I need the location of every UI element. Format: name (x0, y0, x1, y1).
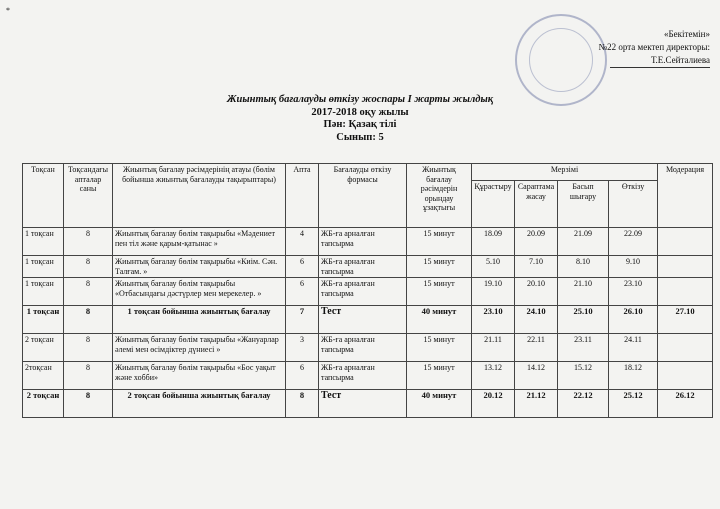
cell-duration: 15 минут (407, 278, 472, 306)
table-row-summary (23, 390, 713, 418)
corner-mark: * (6, 6, 10, 15)
cell-quarter: 2 тоқсан (23, 390, 64, 418)
cell-conduct: 25.12 (609, 390, 658, 418)
cell-conduct: 23.10 (609, 278, 658, 306)
academic-year: 2017-2018 оқу жылы (311, 106, 409, 118)
cell-conduct: 22.09 (609, 228, 658, 256)
table-row-summary (23, 306, 713, 334)
cell-week: 6 (286, 256, 319, 278)
cell-compile: 20.12 (472, 390, 515, 418)
cell-duration: 15 минут (407, 256, 472, 278)
cell-quarter: 2 тоқсан (23, 334, 64, 362)
cell-duration: 15 минут (407, 362, 472, 390)
table-row (23, 228, 713, 256)
table-row (23, 278, 713, 306)
cell-quarter: 1 тоқсан (23, 278, 64, 306)
cell-moderation (658, 256, 713, 278)
header-expert: Сараптама жасау (515, 181, 558, 228)
cell-moderation (658, 362, 713, 390)
cell-name: 1 тоқсан бойынша жиынтық бағалау (113, 306, 286, 334)
cell-name: 2 тоқсан бойынша жиынтық бағалау (113, 390, 286, 418)
header-moderation: Модерация (658, 164, 713, 228)
table-row (23, 256, 713, 278)
header-conduct: Өткізу (609, 181, 658, 228)
cell-name: Жиынтық бағалау бөлім тақырыбы «Киім. Сән. Талғам. » (113, 256, 286, 278)
cell-conduct: 18.12 (609, 362, 658, 390)
cell-expert: 24.10 (515, 306, 558, 334)
cell-form: ЖБ-ға арналған тапсырма (319, 278, 407, 306)
approval-line1: «Бекітемін» (664, 29, 710, 39)
cell-quarter: 1 тоқсан (23, 256, 64, 278)
cell-moderation: 27.10 (658, 306, 713, 334)
cell-form: ЖБ-ға арналған тапсырма (319, 334, 407, 362)
cell-week: 3 (286, 334, 319, 362)
cell-quarter: 1 тоқсан (23, 228, 64, 256)
header-dates: Мерзімі (472, 164, 658, 181)
cell-week: 4 (286, 228, 319, 256)
cell-conduct: 9.10 (609, 256, 658, 278)
cell-print: 22.12 (558, 390, 609, 418)
cell-form: ЖБ-ға арналған тапсырма (319, 256, 407, 278)
cell-moderation: 26.12 (658, 390, 713, 418)
cell-weeks: 8 (64, 362, 113, 390)
cell-weeks: 8 (64, 228, 113, 256)
cell-expert: 14.12 (515, 362, 558, 390)
cell-week: 6 (286, 278, 319, 306)
cell-compile: 21.11 (472, 334, 515, 362)
cell-compile: 13.12 (472, 362, 515, 390)
cell-weeks: 8 (64, 278, 113, 306)
cell-form: ЖБ-ға арналған тапсырма (319, 228, 407, 256)
cell-name: Жиынтық бағалау бөлім тақырыбы «Отбасындағы дәстүрлер мен мерекелер. » (113, 278, 286, 306)
cell-form: Тест (319, 390, 407, 418)
cell-weeks: 8 (64, 306, 113, 334)
cell-print: 21.09 (558, 228, 609, 256)
cell-expert: 21.12 (515, 390, 558, 418)
cell-compile: 19.10 (472, 278, 515, 306)
cell-print: 8.10 (558, 256, 609, 278)
cell-name: Жиынтық бағалау бөлім тақырыбы «Бос уақыт және хобби» (113, 362, 286, 390)
cell-duration: 15 минут (407, 334, 472, 362)
table-row (23, 334, 713, 362)
header-compile: Құрастыру (472, 181, 515, 228)
header-quarter: Тоқсан (23, 164, 64, 228)
cell-name: Жиынтық бағалау бөлім тақырыбы «Мәдениет пен тіл және қарым-қатынас » (113, 228, 286, 256)
cell-compile: 23.10 (472, 306, 515, 334)
cell-print: 23.11 (558, 334, 609, 362)
cell-duration: 40 минут (407, 390, 472, 418)
cell-print: 21.10 (558, 278, 609, 306)
cell-moderation (658, 228, 713, 256)
cell-moderation (658, 278, 713, 306)
header-weeks-count: Тоқсандағы апталар саны (64, 164, 113, 228)
cell-moderation (658, 334, 713, 362)
subject-line: Пән: Қазақ тілі (323, 119, 397, 130)
cell-form: Тест (319, 306, 407, 334)
document-heading (150, 94, 570, 144)
cell-quarter: 1 тоқсан (23, 306, 64, 334)
cell-weeks: 8 (64, 256, 113, 278)
cell-name: Жиынтық бағалау бөлім тақырыбы «Жануарлар әлемі мен өсімдіктер дүниесі » (113, 334, 286, 362)
assessment-plan-table (22, 163, 713, 418)
cell-print: 25.10 (558, 306, 609, 334)
cell-quarter: 2тоқсан (23, 362, 64, 390)
cell-conduct: 24.11 (609, 334, 658, 362)
cell-expert: 7.10 (515, 256, 558, 278)
cell-duration: 15 минут (407, 228, 472, 256)
cell-compile: 18.09 (472, 228, 515, 256)
cell-compile: 5.10 (472, 256, 515, 278)
cell-conduct: 26.10 (609, 306, 658, 334)
cell-expert: 22.11 (515, 334, 558, 362)
cell-week: 7 (286, 306, 319, 334)
header-duration: Жиынтық бағалау рәсімдерін орындау ұзақтығы (407, 164, 472, 228)
cell-form: ЖБ-ға арналған тапсырма (319, 362, 407, 390)
table-row (23, 362, 713, 390)
cell-week: 8 (286, 390, 319, 418)
cell-weeks: 8 (64, 390, 113, 418)
cell-duration: 40 минут (407, 306, 472, 334)
header-week: Апта (286, 164, 319, 228)
grade-line: Сынып: 5 (336, 131, 384, 143)
approval-signature: Т.Е.Сейталиева (610, 54, 710, 68)
cell-week: 6 (286, 362, 319, 390)
approval-line2: №22 орта мектеп директоры: (598, 42, 710, 52)
document-title: Жиынтық бағалауды өткізу жоспары I жарты жылдық (226, 94, 494, 105)
header-form: Бағалауды өткізу формасы (319, 164, 407, 228)
cell-weeks: 8 (64, 334, 113, 362)
cell-expert: 20.09 (515, 228, 558, 256)
header-print: Басып шығару (558, 181, 609, 228)
header-assessment-name: Жиынтық бағалау рәсімдерінің атауы (бөлім бойынша жиынтық бағалауды тақырыптары) (113, 164, 286, 228)
cell-print: 15.12 (558, 362, 609, 390)
approval-block (540, 28, 710, 68)
cell-expert: 20.10 (515, 278, 558, 306)
